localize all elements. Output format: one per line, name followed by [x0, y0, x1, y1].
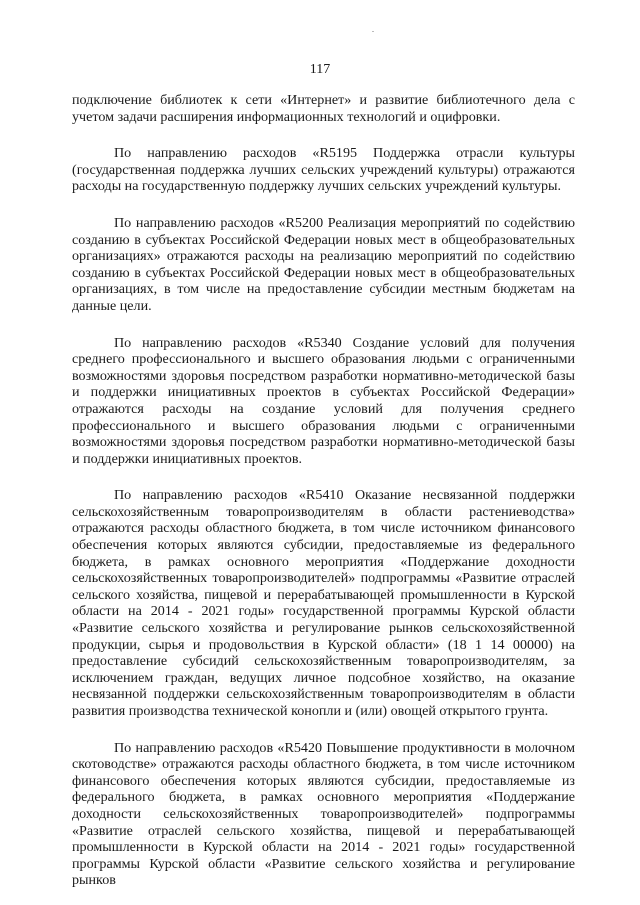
paragraph-r5340: По направлению расходов «R5340 Создание условий для получения среднего профессионального и высшего образования людьми с ограниченными возможностями здоровья посредством разработки нормативно-методической базы и поддержки инициативных проектов в субъектах Российской Федерации» отражаются расходы на создание условий для получения среднего профессионального и высшего образования людьми с ограниченными возможностями здоровья посредством разработки нормативно-методической базы и поддержки инициативных проектов.	[72, 334, 575, 467]
paragraph-r5420: По направлению расходов «R5420 Повышение продуктивности в молочном скотоводстве» отражаются расходы областного бюджета, в том числе источником финансового обеспечения которых являются субсидии, предоставляемые из федерального бюджета, в рамках основного мероприятия «Поддержание доходности сельскохозяйственных товаропроизводителей» подпрограммы «Развитие отраслей сельского хозяйства, пищевой и перерабатывающей промышленности в Курской области на 2014 - 2021 годы» государственной программы Курской области «Развитие сельского хозяйства и регулирование рынков	[72, 739, 575, 889]
paragraph-r5195: По направлению расходов «R5195 Поддержка отрасли культуры (государственная поддержка лучших сельских учреждений культуры) отражаются расходы на государственную поддержку лучших сельских учреждений культуры.	[72, 145, 575, 195]
paragraph-r5200: По направлению расходов «R5200 Реализация мероприятий по содействию созданию в субъектах Российской Федерации новых мест в общеобразовательных организациях» отражаются расходы на реализацию мероприятий по содействию созданию в субъектах Российской Федерации новых мест в общеобразовательных организациях, в том числе на предоставление субсидии местным бюджетам на данные цели.	[72, 214, 575, 314]
scan-speck	[372, 31, 374, 32]
paragraph-libraries-continuation: подключение библиотек к сети «Интернет» и развитие библиотечного дела с учетом задачи расширения информационных технологий и оцифровки.	[72, 92, 575, 125]
paragraph-r5410: По направлению расходов «R5410 Оказание несвязанной поддержки сельскохозяйственным товаропроизводителям в области растениеводства» отражаются расходы областного бюджета, в том числе источником финансового обеспечения которых являются субсидии, предоставляемые из федерального бюджета, в рамках основного мероприятия «Поддержание доходности сельскохозяйственных товаропроизводителей» подпрограммы «Развитие отраслей сельского хозяйства, пищевой и перерабатывающей промышленности в Курской области на 2014 - 2021 годы» государственной программы Курской области «Развитие сельского хозяйства и регулирование рынков сельскохозяйственной продукции, сырья и продовольствия в Курской области» (18 1 14 00000) на предоставление субсидий сельскохозяйственным товаропроизводителям, за исключением граждан, ведущих личное подсобное хозяйство, на оказание несвязанной поддержки сельскохозяйственным товаропроизводителям в области развития производства технической конопли и (или) овощей открытого грунта.	[72, 487, 575, 719]
page-number: 117	[309, 62, 331, 77]
document-body	[72, 92, 575, 889]
